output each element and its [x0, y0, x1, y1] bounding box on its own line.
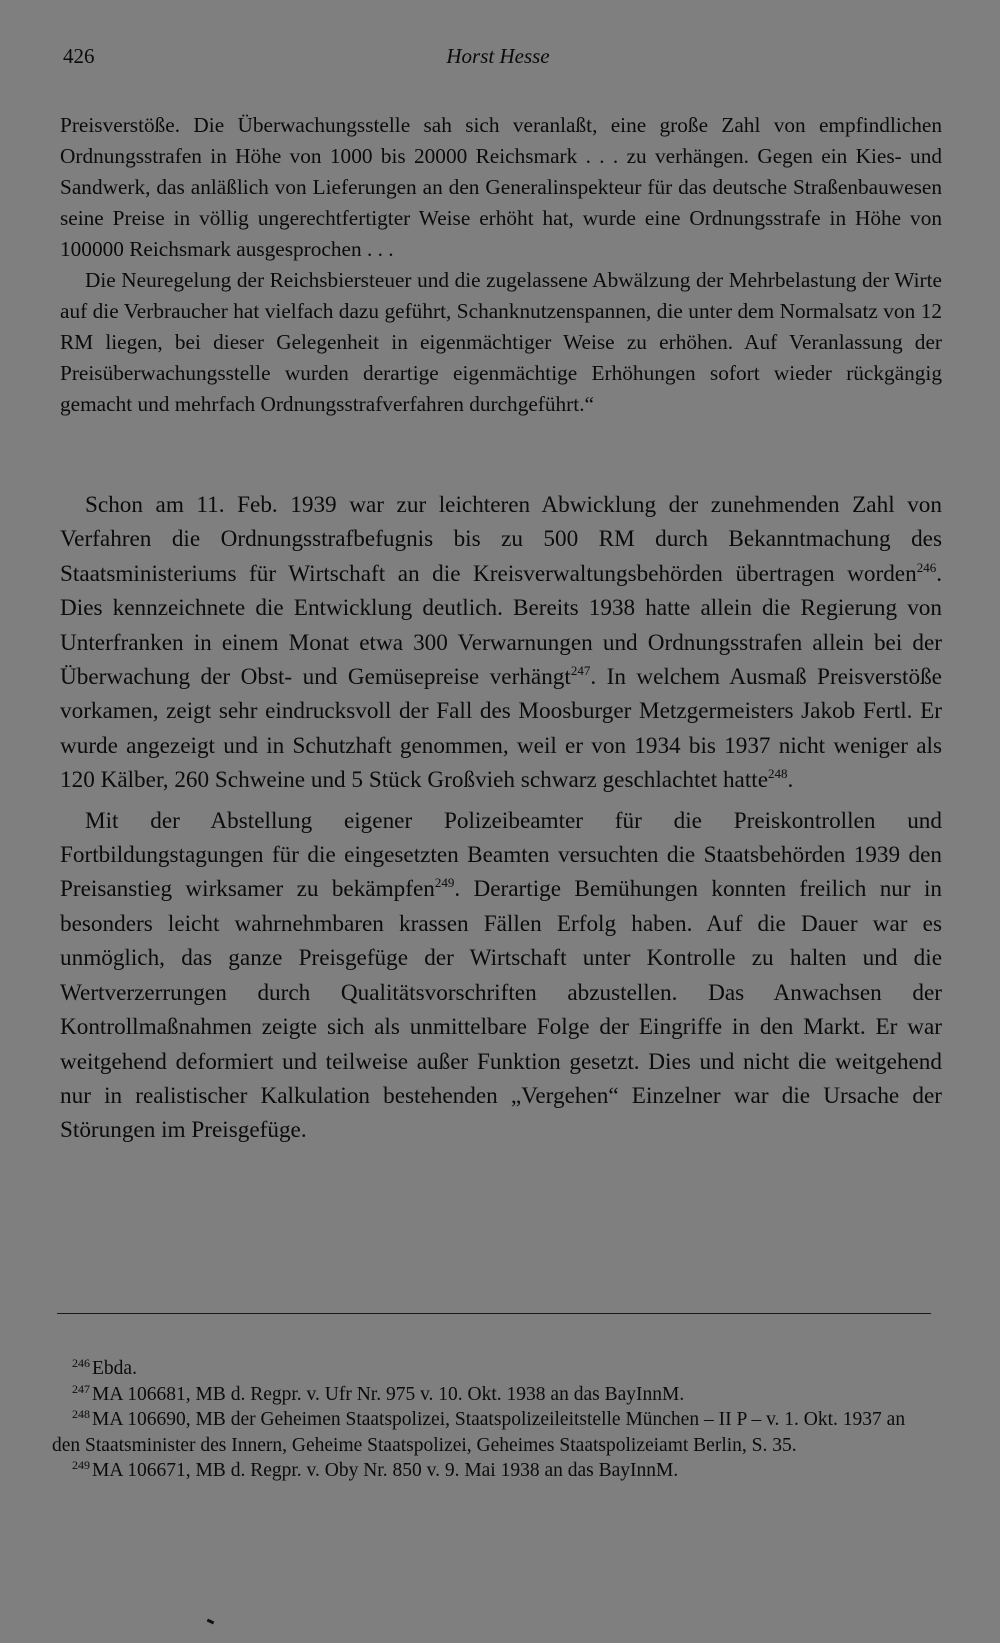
body-paragraph [60, 488, 942, 798]
text-run: Mit der Abstellung eigener Polizeibeamter für die Preiskontrollen und Fortbildungstagungen für die eingesetzten Beamten versuchten die Staatsbehörden 1939 den Preisanstieg wirksamer zu bekämpfen [60, 807, 942, 903]
running-head [63, 44, 933, 74]
footnote-divider [57, 1313, 931, 1314]
footnote-text: MA 106690, MB der Geheimen Staatspolizei, Staatspolizeileitstelle München – II P – v. 1. Okt. 1937 an den Staatsminister des Innern, Geheime Staatspolizei, Geheimes Staatspolizeiamt Berlin, S. 35. [52, 1409, 906, 1456]
footnote [52, 1356, 936, 1382]
scan-speck [207, 1619, 215, 1625]
footnote-number: 249 [72, 1458, 90, 1472]
footnotes [52, 1356, 936, 1484]
quoted-report [60, 110, 942, 420]
text-run: . Dies kennzeichnete die Entwicklung deutlich. Bereits 1938 hatte allein die Regierung von Unterfranken in einem Monat etwa 300 Verwarnungen und Ordnungsstrafen allein bei der Überwachung der Obst- und Gemüsepreise verhängt [60, 560, 942, 691]
footnote-text: MA 106671, MB d. Regpr. v. Oby Nr. 850 v. 9. Mai 1938 an das BayInnM. [92, 1460, 679, 1481]
footnote [52, 1382, 936, 1408]
footnote-number: 246 [72, 1356, 90, 1370]
footnote-reference[interactable]: 246 [916, 559, 937, 575]
footnote-number: 247 [72, 1381, 90, 1396]
running-title: Horst Hesse [446, 44, 550, 68]
text-run: . In welchem Ausmaß Preisverstöße vorkamen, zeigt sehr eindrucksvoll der Fall des Moosburger Metzgermeisters Jakob Fertl. Er wurde angezeigt und in Schutzhaft genommen, weil er von 1934 bis 1937 nicht weniger als 120 Kälber, 260 Schweine und 5 Stück Großvieh schwarz geschlachtet hatte [60, 664, 942, 794]
footnote [52, 1407, 936, 1458]
footnote-text: MA 106681, MB d. Regpr. v. Ufr Nr. 975 v. 10. Okt. 1938 an das BayInnM. [92, 1383, 685, 1405]
text-run: . [787, 767, 794, 794]
body-paragraph [60, 804, 942, 1148]
footnote-reference[interactable]: 247 [570, 663, 591, 679]
main-text [60, 488, 942, 1148]
footnote [52, 1458, 936, 1484]
quote-paragraph: Preisverstöße. Die Überwachungsstelle sah sich veranlaßt, eine große Zahl von empfindlichen Ordnungsstrafen in Höhe von 1000 bis 20000 Reichsmark . . . zu verhängen. Gegen ein Kies- und Sandwerk, das anläßlich von Lieferungen an den Generalinspekteur für das deutsche Straßenbauwesen seine Preise in völlig ungerechtfertigter Weise erhöht hat, wurde eine Ordnungsstrafe in Höhe von 100000 Reichsmark ausgesprochen . . . [60, 113, 942, 261]
quote-paragraph: Die Neuregelung der Reichsbiersteuer und die zugelassene Abwälzung der Mehrbelastung der Wirte auf die Verbraucher hat vielfach dazu geführt, Schanknutzenspannen, die unter dem Normalsatz von 12 RM liegen, bei dieser Gelegenheit in eigenmächtiger Weise zu erhöhen. Auf Veranlassung der Preisüberwachungsstelle wurden derartige eigenmächtige Erhöhungen sofort wieder rückgängig gemacht und mehrfach Ordnungsstrafverfahren durchgeführt.“ [60, 268, 942, 416]
text-run: Schon am 11. Feb. 1939 war zur leichteren Abwicklung der zunehmenden Zahl von Verfahren die Ordnungsstrafbefugnis bis zu 500 RM durch Bekanntmachung des Staatsministeriums für Wirtschaft an die Kreisverwaltungsbehörden übertragen worden [60, 492, 942, 587]
footnote-reference[interactable]: 249 [434, 875, 455, 891]
page-number: 426 [63, 44, 95, 68]
footnote-number: 248 [72, 1407, 90, 1421]
footnote-text: Ebda. [92, 1358, 137, 1379]
footnote-reference[interactable]: 248 [768, 766, 788, 782]
text-run: . Derartige Bemühungen konnten freilich nur in besonders leicht wahrnehmbaren krassen Fällen Erfolg haben. Auf die Dauer war es unmöglich, das ganze Preisgefüge der Wirtschaft unter Kontrolle zu halten und die Wertverzerrungen durch Qualitätsvorschriften abzustellen. Das Anwachsen der Kontrollmaßnahmen zeigte sich als unmittelbare Folge der Eingriffe in den Markt. Er war weitgehend deformiert und teilweise außer Funktion gesetzt. Dies und nicht die weitgehend nur in realistischer Kalkulation bestehenden „Vergehen“ Einzelner war die Ursache der Störungen im Preisgefüge. [60, 876, 942, 1144]
